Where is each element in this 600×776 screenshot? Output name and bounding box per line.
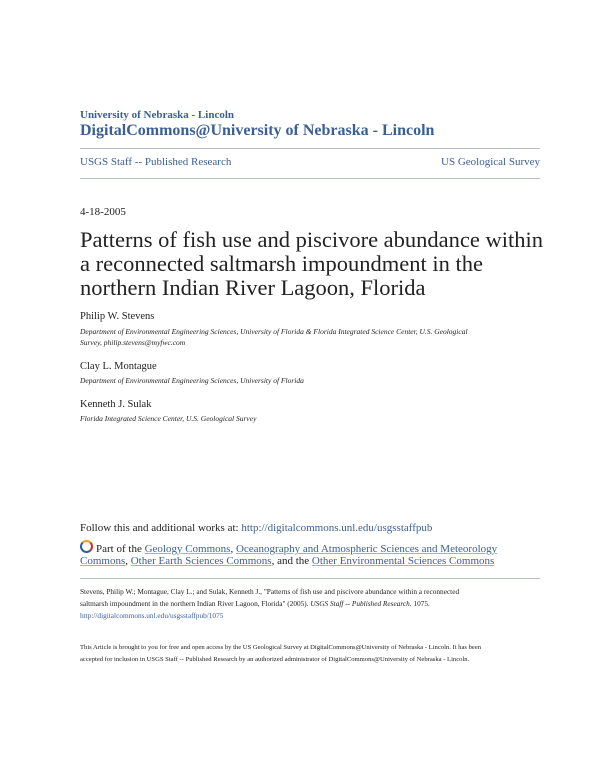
institution-name: University of Nebraska - Lincoln xyxy=(80,109,234,121)
citation-url[interactable]: http://digitalcommons.unl.edu/usgsstaffpub/1075 xyxy=(80,611,224,620)
citation-line xyxy=(80,599,430,608)
title-line: a reconnected saltmarsh impoundment in the xyxy=(80,251,484,276)
publication-date: 4-18-2005 xyxy=(80,206,126,218)
citation-text: saltmarsh impoundment in the northern Indian River Lagoon, Florida" (2005). xyxy=(80,599,311,608)
bepress-logo-icon xyxy=(80,540,93,553)
title-line: Patterns of fish use and piscivore abundance within xyxy=(80,227,544,252)
author-name: Kenneth J. Sulak xyxy=(80,399,152,410)
divider xyxy=(80,578,540,579)
author-name: Philip W. Stevens xyxy=(80,311,155,322)
discipline-link[interactable]: Other Environmental Sciences Commons xyxy=(311,555,495,567)
author-affiliation: Department of Environmental Engineering Sciences, University of Florida xyxy=(80,376,304,385)
follow-link[interactable]: http://digitalcommons.unl.edu/usgsstaffpub xyxy=(241,522,433,534)
organization-link[interactable]: US Geological Survey xyxy=(441,156,540,168)
discipline-link[interactable]: Oceanography and Atmospheric Sciences and Meteorology xyxy=(235,543,498,555)
author-affiliation: Florida Integrated Science Center, U.S. Geological Survey xyxy=(80,414,257,423)
separator: , xyxy=(230,543,236,555)
separator: , and the xyxy=(271,555,312,567)
follow-label: Follow this and additional works at: xyxy=(80,522,242,534)
title-line: northern Indian River Lagoon, Florida xyxy=(80,275,426,300)
divider xyxy=(80,148,540,149)
discipline-link[interactable]: Geology Commons xyxy=(144,543,231,555)
part-of-label: Part of the xyxy=(96,543,145,555)
repository-name[interactable]: DigitalCommons@University of Nebraska - Lincoln xyxy=(80,122,435,139)
citation-number: . 1075. xyxy=(409,599,430,608)
part-of-line-2 xyxy=(80,555,494,567)
author-affiliation: Department of Environmental Engineering Sciences, University of Florida & Florida Integrated Science Center, U.S. Geological xyxy=(80,327,468,336)
author-name: Clay L. Montague xyxy=(80,361,157,372)
follow-line xyxy=(80,522,432,534)
part-of-line xyxy=(80,540,497,555)
citation-journal: USGS Staff -- Published Research xyxy=(310,599,410,608)
discipline-link[interactable]: Other Earth Sciences Commons xyxy=(130,555,272,567)
footer-line: This Article is brought to you for free and open access by the US Geological Survey at DigitalCommons@University of Nebraska - Lincoln. It has been xyxy=(80,644,482,651)
separator: , xyxy=(125,555,131,567)
author-affiliation: Survey, philip.stevens@myfwc.com xyxy=(80,338,186,347)
series-link[interactable]: USGS Staff -- Published Research xyxy=(80,156,232,168)
divider xyxy=(80,178,540,179)
citation-line: Stevens, Philip W.; Montague, Clay L.; and Sulak, Kenneth J., "Patterns of fish use and piscivore abundance within a reconnected xyxy=(80,587,460,596)
footer-line: accepted for inclusion in USGS Staff -- Published Research by an authorized administrator of DigitalCommons@University of Nebraska - Lincoln. xyxy=(80,656,470,663)
discipline-link[interactable]: Commons xyxy=(80,555,126,567)
page-title xyxy=(80,228,543,300)
